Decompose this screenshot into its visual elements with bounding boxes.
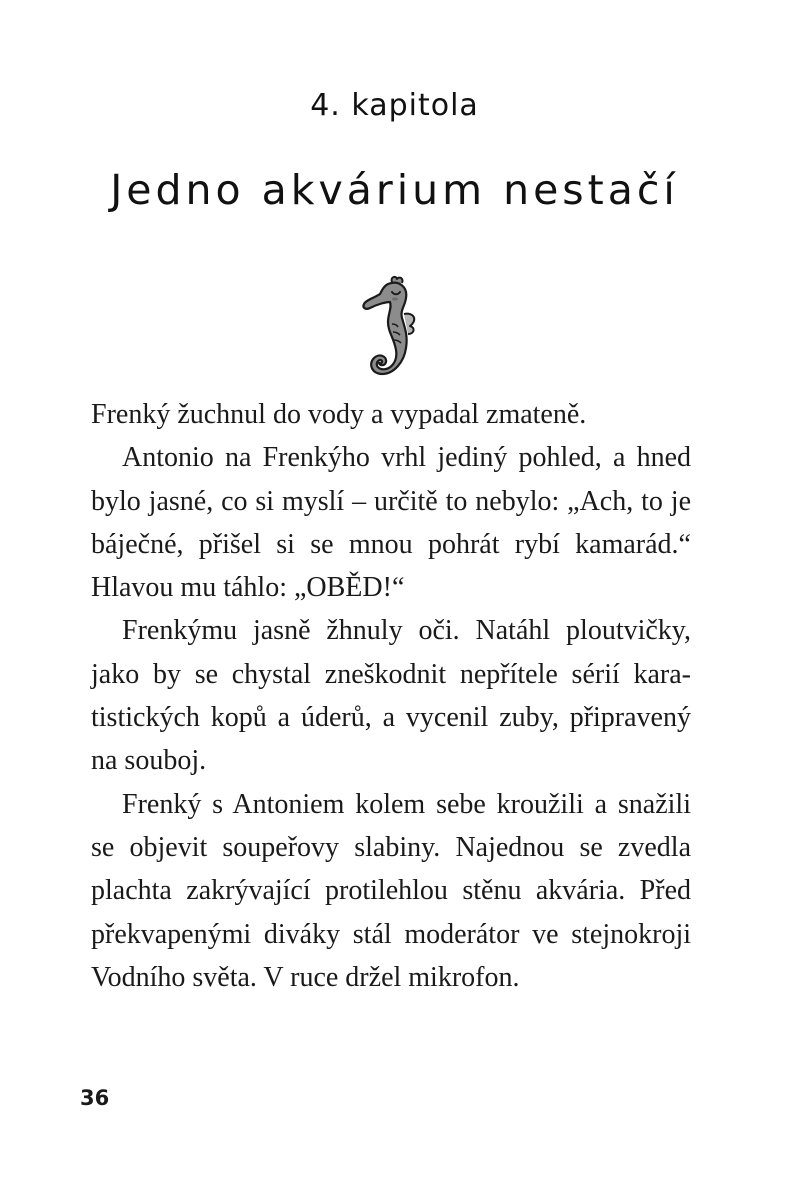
paragraph-1: Frenký žuchnul do vody a vypadal zmateně. bbox=[91, 399, 587, 430]
paragraph-2: Antonio na Frenkýho vrhl jediný pohled, a hned bylo jasné, co si myslí – určitě to nebylo: „Ach, to je báječné, přišel si se mnou pohrát rybí kamarád.“ Hlavou mu táhlo: „OBĚD!“ bbox=[91, 442, 691, 604]
chapter-body bbox=[91, 393, 691, 999]
chapter-label: 4. kapitola bbox=[310, 88, 479, 123]
paragraph-4: Frenký s Antoniem kolem sebe kroužili a snažili se objevit soupeřovy slabiny. Najednou se zvedla plachta zakrývající protilehlou stěnu akvária. Před překvapenými diváky stál moderátor ve stejnokroji Vodního světa. V ruce držel mikrofon. bbox=[91, 788, 691, 993]
chapter-title: Jedno akvárium nestačí bbox=[110, 166, 679, 214]
page-number: 36 bbox=[80, 1086, 110, 1110]
paragraph-3: Frenkýmu jasně žhnuly oči. Natáhl ploutvičky, jako by se chystal zneškodnit nepřítele sérií karatistických kopů a úderů, a vycenil zuby, připravený na souboj. bbox=[91, 615, 691, 777]
seahorse-icon bbox=[356, 274, 426, 384]
